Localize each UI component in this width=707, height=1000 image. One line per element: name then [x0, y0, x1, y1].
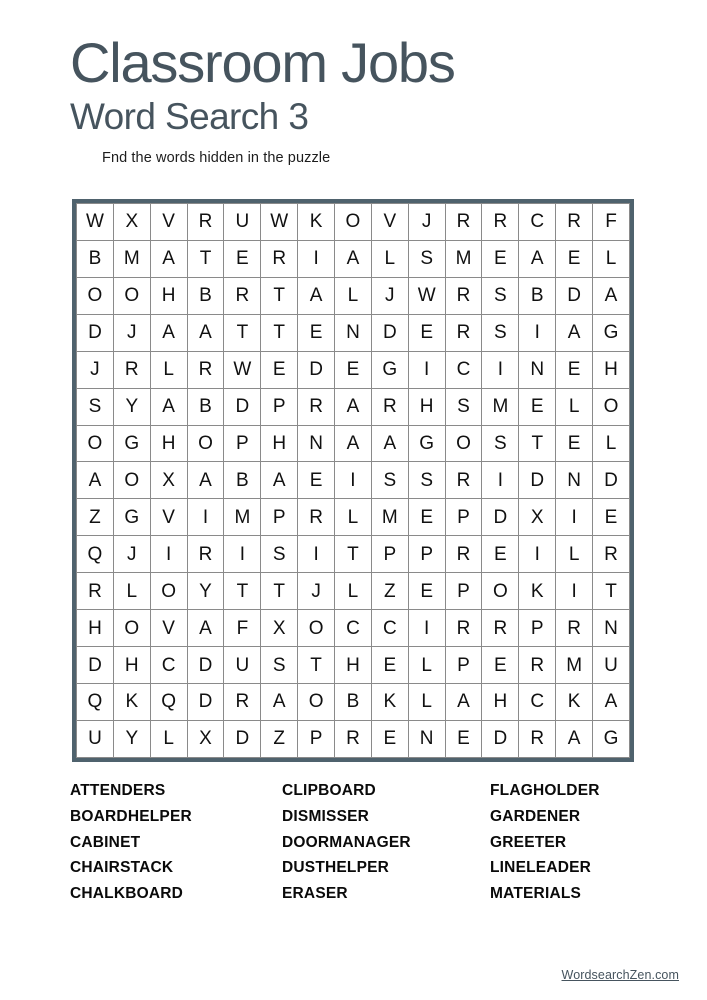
- word-list-item[interactable]: MATERIALS: [490, 885, 582, 903]
- grid-row: [77, 314, 630, 351]
- grid-cell[interactable]: R: [224, 683, 261, 720]
- grid-cell[interactable]: U: [77, 720, 114, 757]
- grid-cell[interactable]: L: [593, 240, 630, 277]
- grid-cell[interactable]: E: [556, 351, 593, 388]
- word-list: [70, 778, 670, 907]
- grid-cell[interactable]: I: [482, 351, 519, 388]
- grid-cell[interactable]: S: [408, 240, 445, 277]
- grid-cell[interactable]: R: [335, 720, 372, 757]
- grid-cell[interactable]: K: [371, 683, 408, 720]
- grid-cell[interactable]: P: [408, 536, 445, 573]
- word-list-item[interactable]: LINELEADER: [490, 859, 592, 877]
- grid-cell[interactable]: S: [445, 388, 482, 425]
- grid-cell[interactable]: P: [371, 536, 408, 573]
- grid-cell[interactable]: H: [150, 277, 187, 314]
- grid-cell[interactable]: V: [150, 610, 187, 647]
- word-list-item[interactable]: CABINET: [70, 833, 141, 851]
- grid-cell[interactable]: O: [482, 573, 519, 610]
- grid-cell[interactable]: X: [261, 610, 298, 647]
- grid-cell[interactable]: C: [371, 610, 408, 647]
- grid-cell[interactable]: L: [113, 573, 150, 610]
- grid-cell[interactable]: E: [482, 240, 519, 277]
- grid-cell[interactable]: K: [113, 683, 150, 720]
- grid-cell[interactable]: S: [482, 425, 519, 462]
- grid-cell[interactable]: I: [298, 240, 335, 277]
- grid-cell[interactable]: L: [150, 351, 187, 388]
- grid-cell[interactable]: V: [150, 204, 187, 241]
- grid-cell[interactable]: U: [224, 647, 261, 684]
- grid-cell[interactable]: R: [187, 536, 224, 573]
- grid-cell[interactable]: N: [519, 351, 556, 388]
- grid-row: [77, 499, 630, 536]
- grid-cell[interactable]: T: [593, 573, 630, 610]
- word-list-item[interactable]: CLIPBOARD: [282, 782, 376, 799]
- grid-cell[interactable]: H: [482, 683, 519, 720]
- grid-cell[interactable]: D: [593, 462, 630, 499]
- grid-cell[interactable]: G: [113, 425, 150, 462]
- grid-cell[interactable]: E: [408, 314, 445, 351]
- grid-cell[interactable]: X: [113, 204, 150, 241]
- grid-cell[interactable]: H: [408, 388, 445, 425]
- grid-cell[interactable]: B: [187, 388, 224, 425]
- word-search-grid[interactable]: [72, 199, 634, 762]
- grid-cell[interactable]: O: [150, 573, 187, 610]
- grid-cell[interactable]: C: [335, 610, 372, 647]
- grid-row: [77, 720, 630, 757]
- grid-cell[interactable]: H: [77, 610, 114, 647]
- grid-cell[interactable]: H: [113, 647, 150, 684]
- grid-cell[interactable]: I: [556, 573, 593, 610]
- grid-cell[interactable]: P: [445, 499, 482, 536]
- grid-cell[interactable]: I: [298, 536, 335, 573]
- word-list-column-2: [282, 778, 490, 907]
- grid-cell[interactable]: R: [187, 204, 224, 241]
- grid-cell[interactable]: R: [445, 536, 482, 573]
- word-list-item[interactable]: DISMISSER: [282, 807, 370, 825]
- grid-cell[interactable]: A: [445, 683, 482, 720]
- grid-cell[interactable]: I: [556, 499, 593, 536]
- grid-cell[interactable]: R: [224, 277, 261, 314]
- grid-cell[interactable]: R: [298, 388, 335, 425]
- grid-cell[interactable]: D: [224, 388, 261, 425]
- grid-cell[interactable]: N: [335, 314, 372, 351]
- grid-cell[interactable]: E: [371, 720, 408, 757]
- letter-grid-table: [76, 203, 630, 758]
- word-list-column-3: [490, 778, 670, 907]
- grid-cell[interactable]: H: [150, 425, 187, 462]
- grid-cell[interactable]: A: [371, 425, 408, 462]
- grid-cell[interactable]: R: [445, 462, 482, 499]
- grid-cell[interactable]: I: [482, 462, 519, 499]
- grid-cell[interactable]: D: [371, 314, 408, 351]
- grid-cell[interactable]: O: [113, 462, 150, 499]
- grid-cell[interactable]: Y: [187, 573, 224, 610]
- grid-cell[interactable]: R: [77, 573, 114, 610]
- grid-cell[interactable]: C: [150, 647, 187, 684]
- page-subtitle: Word Search 3: [70, 96, 309, 138]
- grid-cell[interactable]: A: [593, 277, 630, 314]
- grid-cell[interactable]: Z: [371, 573, 408, 610]
- grid-cell[interactable]: D: [298, 351, 335, 388]
- grid-cell[interactable]: E: [298, 462, 335, 499]
- grid-cell[interactable]: A: [261, 462, 298, 499]
- grid-cell[interactable]: Q: [77, 536, 114, 573]
- grid-cell[interactable]: Y: [113, 388, 150, 425]
- grid-cell[interactable]: S: [261, 647, 298, 684]
- grid-cell[interactable]: J: [77, 351, 114, 388]
- grid-cell[interactable]: L: [371, 240, 408, 277]
- grid-cell[interactable]: W: [408, 277, 445, 314]
- word-list-item[interactable]: CHALKBOARD: [70, 885, 184, 903]
- grid-cell[interactable]: F: [593, 204, 630, 241]
- grid-cell[interactable]: M: [556, 647, 593, 684]
- grid-cell[interactable]: M: [224, 499, 261, 536]
- grid-cell[interactable]: N: [593, 610, 630, 647]
- grid-cell[interactable]: A: [519, 240, 556, 277]
- grid-cell[interactable]: R: [371, 388, 408, 425]
- grid-cell[interactable]: T: [298, 647, 335, 684]
- grid-cell[interactable]: G: [408, 425, 445, 462]
- instructions-text: Fnd the words hidden in the puzzle: [102, 149, 331, 166]
- grid-cell[interactable]: B: [224, 462, 261, 499]
- grid-cell[interactable]: V: [150, 499, 187, 536]
- grid-cell[interactable]: L: [335, 277, 372, 314]
- grid-row: [77, 536, 630, 573]
- grid-cell[interactable]: J: [113, 314, 150, 351]
- grid-cell[interactable]: O: [593, 388, 630, 425]
- word-list-item[interactable]: DOORMANAGER: [282, 833, 411, 851]
- grid-cell[interactable]: R: [519, 647, 556, 684]
- grid-cell[interactable]: S: [261, 536, 298, 573]
- grid-cell[interactable]: I: [519, 536, 556, 573]
- grid-cell[interactable]: E: [261, 351, 298, 388]
- grid-cell[interactable]: C: [445, 351, 482, 388]
- grid-cell[interactable]: E: [408, 499, 445, 536]
- grid-cell[interactable]: L: [556, 388, 593, 425]
- grid-cell[interactable]: P: [224, 425, 261, 462]
- grid-cell[interactable]: E: [408, 573, 445, 610]
- grid-cell[interactable]: L: [593, 425, 630, 462]
- grid-cell[interactable]: X: [187, 720, 224, 757]
- grid-cell[interactable]: I: [187, 499, 224, 536]
- grid-row: [77, 647, 630, 684]
- grid-cell[interactable]: P: [519, 610, 556, 647]
- grid-row: [77, 277, 630, 314]
- grid-cell[interactable]: M: [445, 240, 482, 277]
- grid-cell[interactable]: W: [224, 351, 261, 388]
- grid-cell[interactable]: Z: [77, 499, 114, 536]
- grid-cell[interactable]: P: [445, 647, 482, 684]
- grid-cell[interactable]: S: [77, 388, 114, 425]
- grid-cell[interactable]: R: [445, 314, 482, 351]
- grid-row: [77, 351, 630, 388]
- grid-cell[interactable]: R: [482, 610, 519, 647]
- grid-cell[interactable]: W: [77, 204, 114, 241]
- grid-cell[interactable]: N: [298, 425, 335, 462]
- word-list-item[interactable]: GARDENER: [490, 807, 581, 825]
- grid-cell[interactable]: T: [519, 425, 556, 462]
- grid-cell[interactable]: B: [335, 683, 372, 720]
- grid-cell[interactable]: A: [556, 314, 593, 351]
- grid-cell[interactable]: I: [224, 536, 261, 573]
- grid-cell[interactable]: A: [150, 240, 187, 277]
- grid-cell[interactable]: P: [261, 499, 298, 536]
- grid-cell[interactable]: A: [187, 610, 224, 647]
- grid-cell[interactable]: B: [519, 277, 556, 314]
- grid-cell[interactable]: I: [519, 314, 556, 351]
- letter-grid-body: [77, 204, 630, 758]
- grid-cell[interactable]: R: [556, 610, 593, 647]
- grid-row: [77, 425, 630, 462]
- grid-cell[interactable]: L: [150, 720, 187, 757]
- grid-cell[interactable]: R: [445, 204, 482, 241]
- word-list-item[interactable]: FLAGHOLDER: [490, 782, 600, 799]
- grid-cell[interactable]: U: [224, 204, 261, 241]
- grid-cell[interactable]: L: [408, 683, 445, 720]
- grid-cell[interactable]: A: [187, 314, 224, 351]
- grid-cell[interactable]: D: [77, 314, 114, 351]
- grid-cell[interactable]: D: [224, 720, 261, 757]
- grid-cell[interactable]: A: [556, 720, 593, 757]
- grid-cell[interactable]: H: [593, 351, 630, 388]
- grid-cell[interactable]: T: [224, 573, 261, 610]
- grid-cell[interactable]: O: [187, 425, 224, 462]
- grid-row: [77, 240, 630, 277]
- grid-cell[interactable]: A: [77, 462, 114, 499]
- grid-cell[interactable]: D: [519, 462, 556, 499]
- grid-cell[interactable]: R: [593, 536, 630, 573]
- grid-cell[interactable]: R: [519, 720, 556, 757]
- grid-cell[interactable]: H: [261, 425, 298, 462]
- grid-cell[interactable]: V: [371, 204, 408, 241]
- grid-cell[interactable]: R: [187, 351, 224, 388]
- grid-cell[interactable]: M: [482, 388, 519, 425]
- grid-cell[interactable]: R: [445, 610, 482, 647]
- grid-cell[interactable]: N: [408, 720, 445, 757]
- grid-cell[interactable]: G: [593, 720, 630, 757]
- grid-row: [77, 204, 630, 241]
- grid-cell[interactable]: L: [556, 536, 593, 573]
- word-list-item[interactable]: BOARDHELPER: [70, 807, 192, 825]
- grid-cell[interactable]: P: [261, 388, 298, 425]
- grid-cell[interactable]: E: [482, 647, 519, 684]
- grid-cell[interactable]: O: [77, 277, 114, 314]
- worksheet-header: [70, 31, 650, 166]
- grid-cell[interactable]: A: [261, 683, 298, 720]
- grid-cell[interactable]: Q: [77, 683, 114, 720]
- grid-cell[interactable]: S: [371, 462, 408, 499]
- site-credit-link[interactable]: WordsearchZen.com: [561, 968, 679, 982]
- grid-cell[interactable]: S: [482, 314, 519, 351]
- grid-row: [77, 462, 630, 499]
- grid-cell[interactable]: B: [77, 240, 114, 277]
- grid-cell[interactable]: M: [113, 240, 150, 277]
- grid-cell[interactable]: G: [113, 499, 150, 536]
- grid-cell[interactable]: M: [371, 499, 408, 536]
- grid-cell[interactable]: T: [224, 314, 261, 351]
- grid-cell[interactable]: Q: [150, 683, 187, 720]
- grid-cell[interactable]: D: [187, 647, 224, 684]
- page-title: Classroom Jobs: [70, 31, 455, 94]
- grid-cell[interactable]: T: [187, 240, 224, 277]
- word-list-item[interactable]: CHAIRSTACK: [70, 859, 174, 877]
- grid-cell[interactable]: Y: [113, 720, 150, 757]
- grid-cell[interactable]: R: [445, 277, 482, 314]
- grid-cell[interactable]: A: [335, 388, 372, 425]
- word-list-column-1: [70, 778, 282, 907]
- grid-cell[interactable]: G: [371, 351, 408, 388]
- grid-cell[interactable]: O: [298, 610, 335, 647]
- grid-cell[interactable]: A: [335, 240, 372, 277]
- grid-cell[interactable]: G: [593, 314, 630, 351]
- grid-cell[interactable]: X: [519, 499, 556, 536]
- grid-row: [77, 388, 630, 425]
- grid-cell[interactable]: F: [224, 610, 261, 647]
- grid-cell[interactable]: C: [519, 204, 556, 241]
- grid-cell[interactable]: L: [408, 647, 445, 684]
- grid-cell[interactable]: E: [298, 314, 335, 351]
- grid-cell[interactable]: T: [261, 277, 298, 314]
- grid-cell[interactable]: A: [298, 277, 335, 314]
- grid-cell[interactable]: P: [298, 720, 335, 757]
- grid-cell[interactable]: I: [408, 351, 445, 388]
- grid-cell[interactable]: S: [482, 277, 519, 314]
- grid-cell[interactable]: J: [408, 204, 445, 241]
- grid-cell[interactable]: H: [335, 647, 372, 684]
- grid-row: [77, 610, 630, 647]
- grid-cell[interactable]: O: [298, 683, 335, 720]
- grid-row: [77, 573, 630, 610]
- grid-cell[interactable]: E: [556, 425, 593, 462]
- grid-cell[interactable]: T: [261, 314, 298, 351]
- grid-cell[interactable]: J: [113, 536, 150, 573]
- grid-cell[interactable]: S: [408, 462, 445, 499]
- grid-cell[interactable]: D: [482, 499, 519, 536]
- grid-cell[interactable]: R: [261, 240, 298, 277]
- grid-cell[interactable]: E: [371, 647, 408, 684]
- grid-cell[interactable]: A: [335, 425, 372, 462]
- grid-cell[interactable]: I: [150, 536, 187, 573]
- word-list-item[interactable]: ERASER: [282, 885, 348, 903]
- grid-cell[interactable]: A: [593, 683, 630, 720]
- grid-cell[interactable]: E: [519, 388, 556, 425]
- grid-cell[interactable]: D: [187, 683, 224, 720]
- grid-cell[interactable]: E: [224, 240, 261, 277]
- grid-cell[interactable]: A: [150, 314, 187, 351]
- grid-cell[interactable]: X: [150, 462, 187, 499]
- grid-cell[interactable]: D: [482, 720, 519, 757]
- grid-cell[interactable]: R: [556, 204, 593, 241]
- grid-cell[interactable]: K: [298, 204, 335, 241]
- grid-cell[interactable]: O: [335, 204, 372, 241]
- grid-cell[interactable]: O: [445, 425, 482, 462]
- grid-cell[interactable]: O: [113, 277, 150, 314]
- grid-cell[interactable]: I: [408, 610, 445, 647]
- grid-cell[interactable]: Z: [261, 720, 298, 757]
- grid-cell[interactable]: J: [298, 573, 335, 610]
- grid-cell[interactable]: L: [335, 499, 372, 536]
- grid-cell[interactable]: E: [445, 720, 482, 757]
- grid-cell[interactable]: E: [335, 351, 372, 388]
- grid-cell[interactable]: T: [335, 536, 372, 573]
- grid-cell[interactable]: P: [445, 573, 482, 610]
- grid-cell[interactable]: T: [261, 573, 298, 610]
- grid-cell[interactable]: D: [556, 277, 593, 314]
- grid-cell[interactable]: A: [187, 462, 224, 499]
- grid-cell[interactable]: J: [371, 277, 408, 314]
- grid-cell[interactable]: R: [298, 499, 335, 536]
- grid-cell[interactable]: N: [556, 462, 593, 499]
- grid-row: [77, 683, 630, 720]
- grid-cell[interactable]: C: [519, 683, 556, 720]
- word-list-item[interactable]: ATTENDERS: [70, 782, 166, 799]
- grid-cell[interactable]: A: [150, 388, 187, 425]
- grid-cell[interactable]: R: [113, 351, 150, 388]
- grid-cell[interactable]: I: [335, 462, 372, 499]
- grid-cell[interactable]: R: [482, 204, 519, 241]
- grid-cell[interactable]: L: [335, 573, 372, 610]
- grid-cell[interactable]: D: [77, 647, 114, 684]
- grid-cell[interactable]: B: [187, 277, 224, 314]
- grid-cell[interactable]: K: [556, 683, 593, 720]
- grid-cell[interactable]: E: [556, 240, 593, 277]
- grid-cell[interactable]: E: [482, 536, 519, 573]
- word-list-item[interactable]: GREETER: [490, 833, 567, 851]
- grid-cell[interactable]: O: [113, 610, 150, 647]
- grid-cell[interactable]: O: [77, 425, 114, 462]
- grid-cell[interactable]: E: [593, 499, 630, 536]
- grid-cell[interactable]: U: [593, 647, 630, 684]
- word-list-item[interactable]: DUSTHELPER: [282, 859, 390, 877]
- grid-cell[interactable]: W: [261, 204, 298, 241]
- grid-cell[interactable]: K: [519, 573, 556, 610]
